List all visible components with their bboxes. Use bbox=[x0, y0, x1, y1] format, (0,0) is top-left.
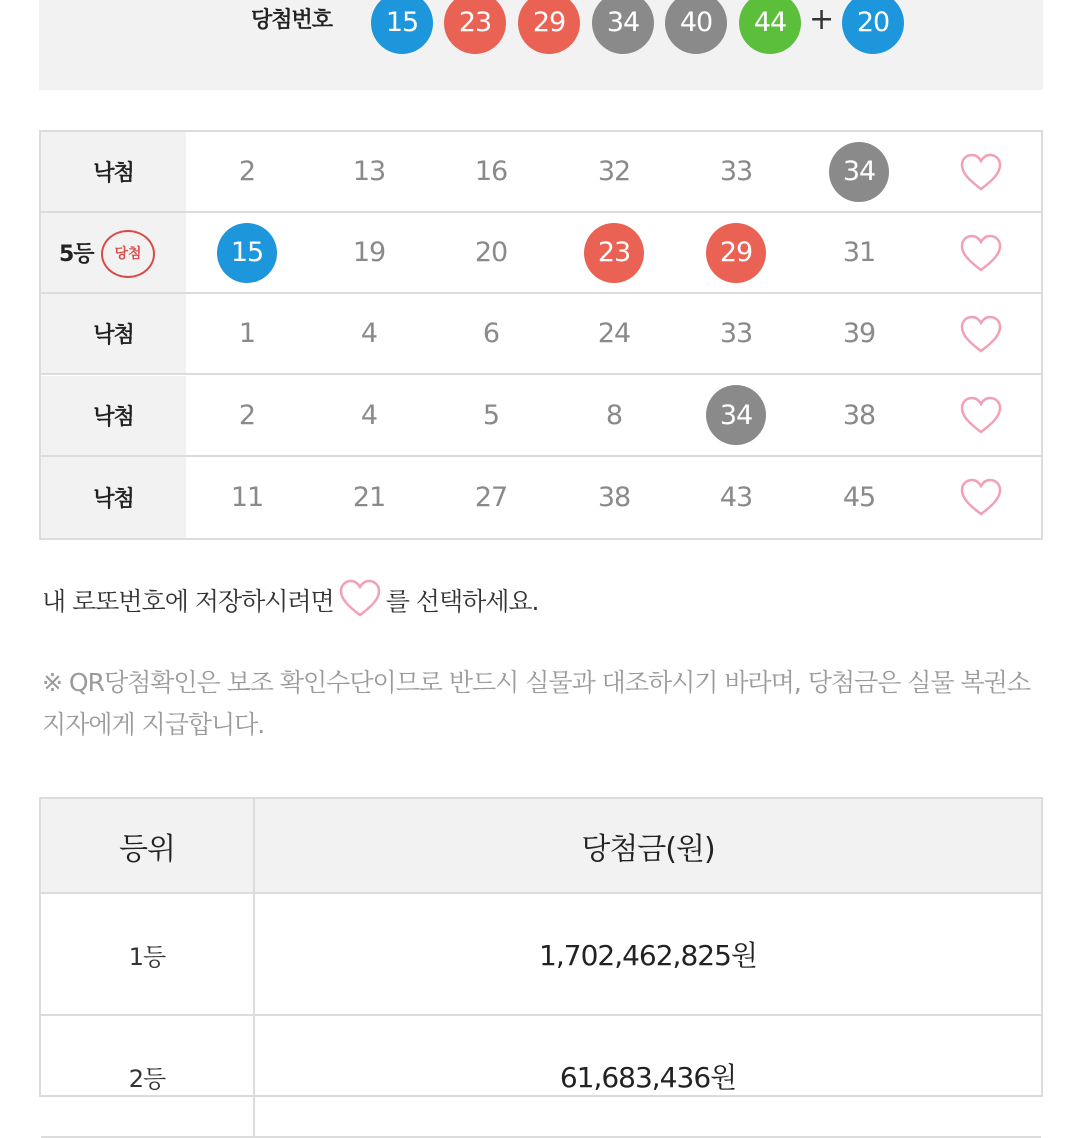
ticket-number bbox=[686, 457, 786, 538]
ticket-number bbox=[319, 132, 419, 211]
ticket-row bbox=[41, 457, 1041, 538]
winning-ball bbox=[444, 0, 506, 54]
winning-ball bbox=[518, 0, 580, 54]
prize-rank: 1등 bbox=[128, 942, 166, 971]
ticket-number-value: 23 bbox=[584, 223, 644, 283]
winning-ball-number: 15 bbox=[385, 7, 419, 38]
ticket-number-value: 19 bbox=[352, 237, 386, 269]
ticket-number bbox=[319, 457, 419, 538]
ticket-number-value: 5 bbox=[482, 399, 500, 431]
ticket-result-cell bbox=[41, 457, 186, 538]
ticket-row bbox=[41, 213, 1041, 294]
heart-icon bbox=[338, 578, 382, 628]
ticket-number-value: 16 bbox=[474, 156, 508, 187]
prize-amount: 61,683,436원 bbox=[559, 1061, 737, 1094]
ticket-number bbox=[441, 294, 541, 373]
ticket-result: 낙첨 bbox=[93, 486, 134, 512]
ticket-number-value: 4 bbox=[360, 318, 378, 350]
ticket-number bbox=[319, 376, 419, 455]
ticket-number bbox=[809, 294, 909, 373]
amount-header: 당첨금(원) bbox=[581, 831, 715, 867]
winning-ball-number: 44 bbox=[753, 7, 787, 38]
bonus-ball bbox=[842, 0, 904, 54]
ticket-number-value: 39 bbox=[842, 318, 876, 350]
ticket-number bbox=[564, 457, 664, 538]
ticket-number-matched bbox=[686, 376, 786, 455]
ticket-number bbox=[197, 132, 297, 211]
winning-ball bbox=[739, 0, 801, 54]
prize-row bbox=[41, 1016, 1041, 1138]
ticket-number bbox=[809, 457, 909, 538]
ticket-row bbox=[41, 294, 1041, 375]
ticket-row bbox=[41, 132, 1041, 213]
ticket-number bbox=[686, 132, 786, 211]
winning-ball-number: 23 bbox=[458, 7, 492, 38]
save-hint-text-after: 를 선택하세요. bbox=[385, 587, 539, 616]
ticket-number-value: 32 bbox=[597, 156, 631, 187]
ticket-results-table bbox=[39, 130, 1043, 540]
ticket-number bbox=[441, 132, 541, 211]
ticket-number bbox=[441, 457, 541, 538]
ticket-number bbox=[441, 213, 541, 292]
ticket-number-value: 34 bbox=[706, 385, 766, 445]
ticket-number-value: 2 bbox=[238, 156, 256, 187]
ticket-number-value: 34 bbox=[829, 142, 889, 202]
ticket-number-value: 4 bbox=[360, 399, 378, 431]
save-heart-icon[interactable] bbox=[951, 457, 1011, 538]
ticket-number-value: 27 bbox=[474, 481, 508, 513]
winning-numbers-label: 당첨번호 bbox=[251, 8, 333, 33]
ticket-number-value: 29 bbox=[706, 223, 766, 283]
ticket-number bbox=[197, 457, 297, 538]
winning-ball-number: 29 bbox=[532, 7, 566, 38]
ticket-number-value: 43 bbox=[719, 481, 753, 513]
ticket-result-cell bbox=[41, 376, 186, 455]
ticket-result-cell bbox=[41, 132, 186, 211]
bonus-plus-sign: + bbox=[809, 2, 835, 37]
ticket-number bbox=[564, 376, 664, 455]
ticket-number-value: 33 bbox=[719, 318, 753, 350]
ticket-number bbox=[319, 213, 419, 292]
winning-ball-number: 40 bbox=[679, 7, 713, 38]
ticket-number bbox=[564, 132, 664, 211]
save-hint bbox=[42, 578, 539, 628]
ticket-number-value: 20 bbox=[474, 237, 508, 269]
ticket-row bbox=[41, 376, 1041, 457]
winning-ball bbox=[371, 0, 433, 54]
ticket-number-value: 24 bbox=[597, 318, 631, 350]
ticket-number-matched bbox=[686, 213, 786, 292]
ticket-number-value: 8 bbox=[605, 399, 623, 431]
ticket-number bbox=[197, 376, 297, 455]
winning-ball-number: 34 bbox=[606, 7, 640, 38]
qr-notice: ※ QR당첨확인은 보조 확인수단이므로 반드시 실물과 대조하시기 바라며, 당첨금은 실물 복권소지자에게 지급합니다. bbox=[42, 668, 1030, 739]
ticket-number-matched bbox=[809, 132, 909, 211]
ticket-result: 낙첨 bbox=[93, 161, 134, 186]
ticket-number bbox=[319, 294, 419, 373]
save-hint-text-before: 내 로또번호에 저장하시려면 bbox=[42, 587, 334, 616]
winning-numbers-panel bbox=[39, 0, 1043, 90]
save-heart-icon[interactable] bbox=[951, 132, 1011, 211]
ticket-number bbox=[441, 376, 541, 455]
ticket-result: 낙첨 bbox=[93, 323, 134, 349]
ticket-result-cell bbox=[41, 213, 186, 292]
ticket-number bbox=[809, 213, 909, 292]
ticket-number-value: 11 bbox=[230, 481, 264, 513]
ticket-number-matched bbox=[564, 213, 664, 292]
ticket-number bbox=[686, 294, 786, 373]
prize-amount: 1,702,462,825원 bbox=[539, 939, 757, 972]
ticket-number-value: 1 bbox=[238, 318, 256, 350]
ticket-number-value: 2 bbox=[238, 399, 256, 431]
prize-table bbox=[39, 797, 1043, 1097]
ticket-result: 5등 bbox=[59, 242, 94, 268]
bonus-ball-number: 20 bbox=[856, 7, 890, 38]
ticket-number-value: 13 bbox=[352, 156, 386, 187]
prize-table-header bbox=[41, 799, 1041, 894]
winning-ball bbox=[665, 0, 727, 54]
ticket-number-value: 45 bbox=[842, 481, 876, 513]
ticket-number-value: 6 bbox=[482, 318, 500, 350]
ticket-number-matched bbox=[197, 213, 297, 292]
ticket-number-value: 21 bbox=[352, 481, 386, 513]
ticket-result-cell bbox=[41, 294, 186, 373]
save-heart-icon[interactable] bbox=[951, 376, 1011, 455]
win-stamp-badge: 당첨 bbox=[101, 230, 155, 278]
ticket-number-value: 38 bbox=[842, 399, 876, 431]
ticket-number bbox=[197, 294, 297, 373]
ticket-number-value: 38 bbox=[597, 481, 631, 513]
ticket-number-value: 31 bbox=[842, 237, 876, 269]
save-heart-icon[interactable] bbox=[951, 213, 1011, 292]
save-heart-icon[interactable] bbox=[951, 294, 1011, 373]
ticket-number-value: 33 bbox=[719, 156, 753, 187]
rank-header: 등위 bbox=[119, 831, 175, 867]
ticket-number bbox=[809, 376, 909, 455]
ticket-number bbox=[564, 294, 664, 373]
ticket-number-value: 15 bbox=[217, 223, 277, 283]
winning-ball bbox=[592, 0, 654, 54]
prize-row bbox=[41, 894, 1041, 1016]
ticket-result: 낙첨 bbox=[93, 404, 134, 430]
prize-rank: 2등 bbox=[128, 1064, 166, 1093]
